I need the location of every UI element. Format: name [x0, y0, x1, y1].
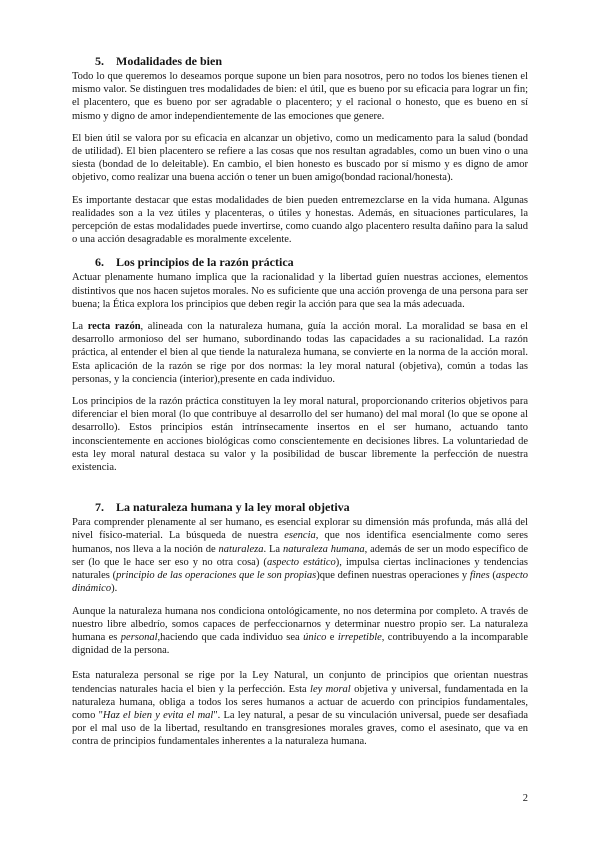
text-run: personal — [120, 631, 158, 643]
section-title: Los principios de la razón práctica — [116, 255, 294, 270]
text-run: irrepetible — [337, 631, 382, 643]
text-run: )que definen nuestras operaciones y — [316, 570, 470, 582]
text-run: , además de ser un modo específico de ser (lo que le hace ser eso y no otra cosa) ( — [72, 543, 529, 568]
text-run: Para comprender plenamente al ser humano, es esencial explorar su dimensión más profunda, más allá del nivel físico-material. La búsqueda de nuestra — [72, 517, 528, 542]
text-run: naturaleza humana — [282, 543, 365, 555]
text-run: ,haciendo que cada individuo sea — [157, 631, 304, 643]
paragraph — [72, 669, 528, 748]
text-run: La — [72, 321, 88, 333]
section-title: La naturaleza humana y la ley moral objetiva — [116, 500, 350, 515]
text-run: único — [303, 631, 327, 643]
text-run: ). — [111, 583, 118, 595]
section-number: 7. — [95, 500, 104, 515]
section-heading — [72, 54, 528, 68]
section-number: 5. — [95, 54, 104, 68]
text-run: Esta naturaleza personal se rige por la Ley Natural, un conjunto de principios que orientan nuestras tendencias naturales hacia el bien y la perfección. Esta — [72, 670, 528, 695]
text-run: ley moral — [310, 683, 351, 695]
text-run: esencia — [284, 530, 316, 542]
text-run: ( — [489, 570, 496, 582]
paragraph — [72, 70, 528, 123]
section-number: 6. — [95, 255, 104, 270]
paragraph — [72, 395, 528, 474]
text-run: e — [326, 631, 338, 643]
text-run: naturaleza — [218, 543, 264, 555]
text-run: Es importante destacar que estas modalidades de bien pueden entremezclarse en la vida humana. Algunas realidades son a la vez útiles y placenteras, o útiles y honestas. Además, en situaciones particulares, la percepción de estas modalidades puede invertirse, como cuando algo placentero resulta dañino para la salud o una acción desagradable es moralmente excelente. — [72, 194, 528, 246]
text-run: objetiva y universal, fundamentada en la naturaleza humana, obliga a todos los seres humanos a actuar de acuerdo con principios fundamentales, como " — [72, 683, 528, 721]
section-naturaleza-humana-ley-moral — [72, 500, 528, 748]
text-run: ), impulsa ciertas inclinaciones y tendencias naturales ( — [72, 556, 529, 582]
section-modalidades-de-bien — [72, 54, 528, 246]
text-run: Haz el bien y evita el mal — [102, 709, 214, 721]
text-run: Los principios de la razón práctica constituyen la ley moral natural, proporcionando criterios objetivos para diferenciar el bien moral (lo que contribuye al desarrollo del ser humano) del mal moral (lo que se opone al desarrollo). Estos principios están intrínsecamente insertos en el ser humano, actuando tanto inconscientemente en acciones biológicas como conscientemente en decisiones libres. La voluntariedad de esta ley moral natural destaca su valor y la posibilidad de buscar libremente la perfección de nuestra existencia. — [72, 396, 528, 474]
paragraph — [72, 605, 528, 658]
section-heading — [72, 255, 528, 269]
paragraph — [72, 194, 528, 247]
text-run: Actuar plenamente humano implica que la racionalidad y la libertad guíen nuestras acciones, elementos distintivos que nos hacen sujetos morales. No es suficiente que una acción provenga de una persona para ser buena; la Ética explora los principios que deben regir la acción para que sea la más adecuada. — [72, 272, 528, 310]
section-principios-razon-practica — [72, 255, 528, 474]
section-heading — [72, 500, 528, 514]
text-run: . La — [263, 543, 283, 555]
text-run: , contribuyendo a la incomparable dignidad de la persona. — [72, 631, 528, 657]
text-run: Aunque la naturaleza humana nos condiciona ontológicamente, no nos determina por completo. A través de nuestro libre albedrío, somos capaces de perfeccionarnos y determinar nuestro propio ser. La naturaleza humana es — [72, 605, 528, 643]
page-number: 2 — [522, 793, 528, 804]
text-run: aspecto dinámico — [72, 570, 528, 595]
text-run: fines — [469, 570, 490, 582]
section-title: Modalidades de bien — [116, 54, 223, 68]
text-run: recta razón — [87, 321, 141, 333]
text-run: ". La ley natural, a pesar de su vinculación universal, puede ser desafiada por el mal uso de la libertad, resultando en transgresiones morales graves, como el asesinato, que va en contra de principios fundamentales inherentes a la naturaleza humana. — [72, 709, 529, 748]
paragraph — [72, 271, 528, 311]
text-run: Todo lo que queremos lo deseamos porque supone un bien para nosotros, pero no todos los bienes tienen el mismo valor. Se distinguen tres modalidades de bien: el útil, que es bueno por su eficacia para lograr un fin; el placentero, que es bueno por ser agradable o placentero; y el racional o honesto, que es bueno en sí mismo y digno de amor independientemente de las emociones que genere. — [72, 71, 528, 122]
text-run: aspecto estático — [266, 556, 336, 568]
paragraph — [72, 132, 528, 185]
text-run: principio de las operaciones que le son propias — [116, 570, 317, 582]
text-run: , que nos identifica esencialmente como seres humanos, nos lleva a la noción de — [72, 530, 528, 555]
paragraph — [72, 320, 528, 386]
text-run: El bien útil se valora por su eficacia en alcanzar un objetivo, como un medicamento para la salud (bondad de utilidad). El bien placentero se refiere a las cosas que nos resultan agradables, como un buen vino o una siesta (bondad de lo deleitable). En cambio, el bien honesto es buscado por sí mismo y es digno de amor objetivo, como realizar una buena acción o tener un buen amigo(bondad racional/honesta). — [72, 132, 528, 184]
text-run: , alineada con la naturaleza humana, guía la acción moral. La moralidad se basa en el desarrollo armonioso del ser humano, subordinando todas las capacidades a su racionalidad. La razón práctica, al entender el bien al que tiende la naturaleza humana, se convierte en la norma de la acción moral. Esta aplicación de la razón se rige por dos normas: la ley moral natural (objetiva), común a todas las personas, y la conciencia (interior),presente en cada individuo. — [72, 321, 528, 385]
paragraph — [72, 516, 528, 595]
